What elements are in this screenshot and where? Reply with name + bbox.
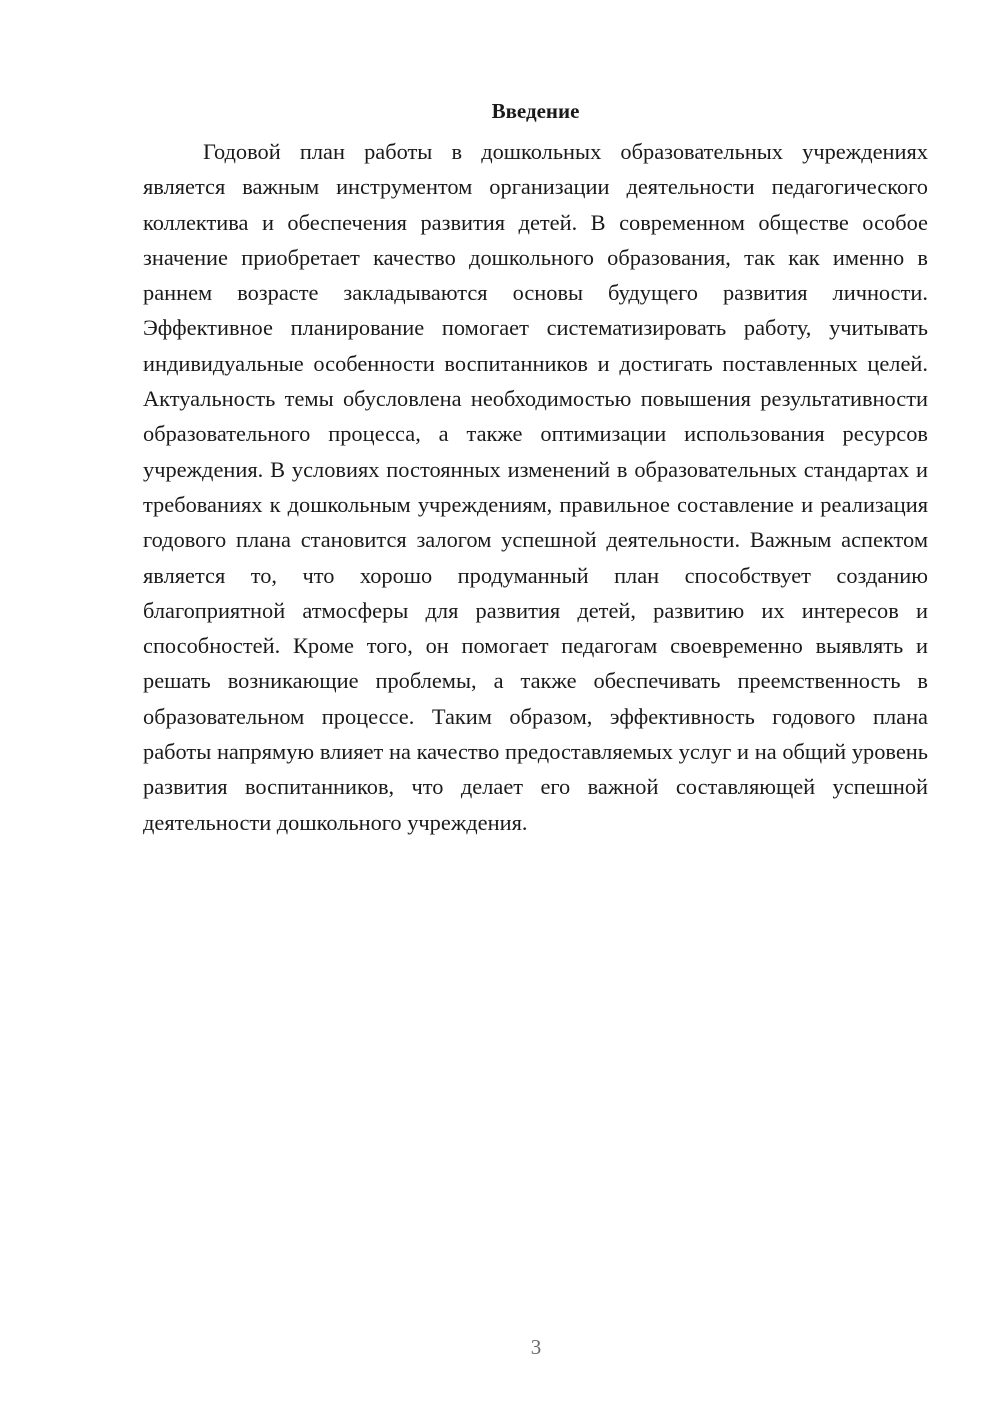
page-number: 3 (530, 1335, 542, 1359)
page-content (143, 96, 928, 840)
intro-paragraph: Годовой план работы в дошкольных образовательных учреждениях является важным инструментом организации деятельности педагогического коллектива и обеспечения развития детей. В современном обществе особое значение приобретает качество дошкольного образования, так как именно в раннем возрасте закладываются основы будущего развития личности. Эффективное планирование помогает систематизировать работу, учитывать индивидуальные особенности воспитанников и достигать поставленных целей. Актуальность темы обусловлена необходимостью повышения результативности образовательного процесса, а также оптимизации использования ресурсов учреждения. В условиях постоянных изменений в образовательных стандартах и требованиях к дошкольным учреждениям, правильное составление и реализация годового плана становится залогом успешной деятельности. Важным аспектом является то, что хорошо продуманный план способствует созданию благоприятной атмосферы для развития детей, развитию их интересов и способностей. Кроме того, он помогает педагогам своевременно выявлять и решать возникающие проблемы, а также обеспечивать преемственность в образовательном процессе. Таким образом, эффективность годового плана работы напрямую влияет на качество предоставляемых услуг и на общий уровень развития воспитанников, что делает его важной составляющей успешной деятельности дошкольного учреждения. (143, 139, 928, 835)
section-heading: Введение (491, 99, 580, 123)
